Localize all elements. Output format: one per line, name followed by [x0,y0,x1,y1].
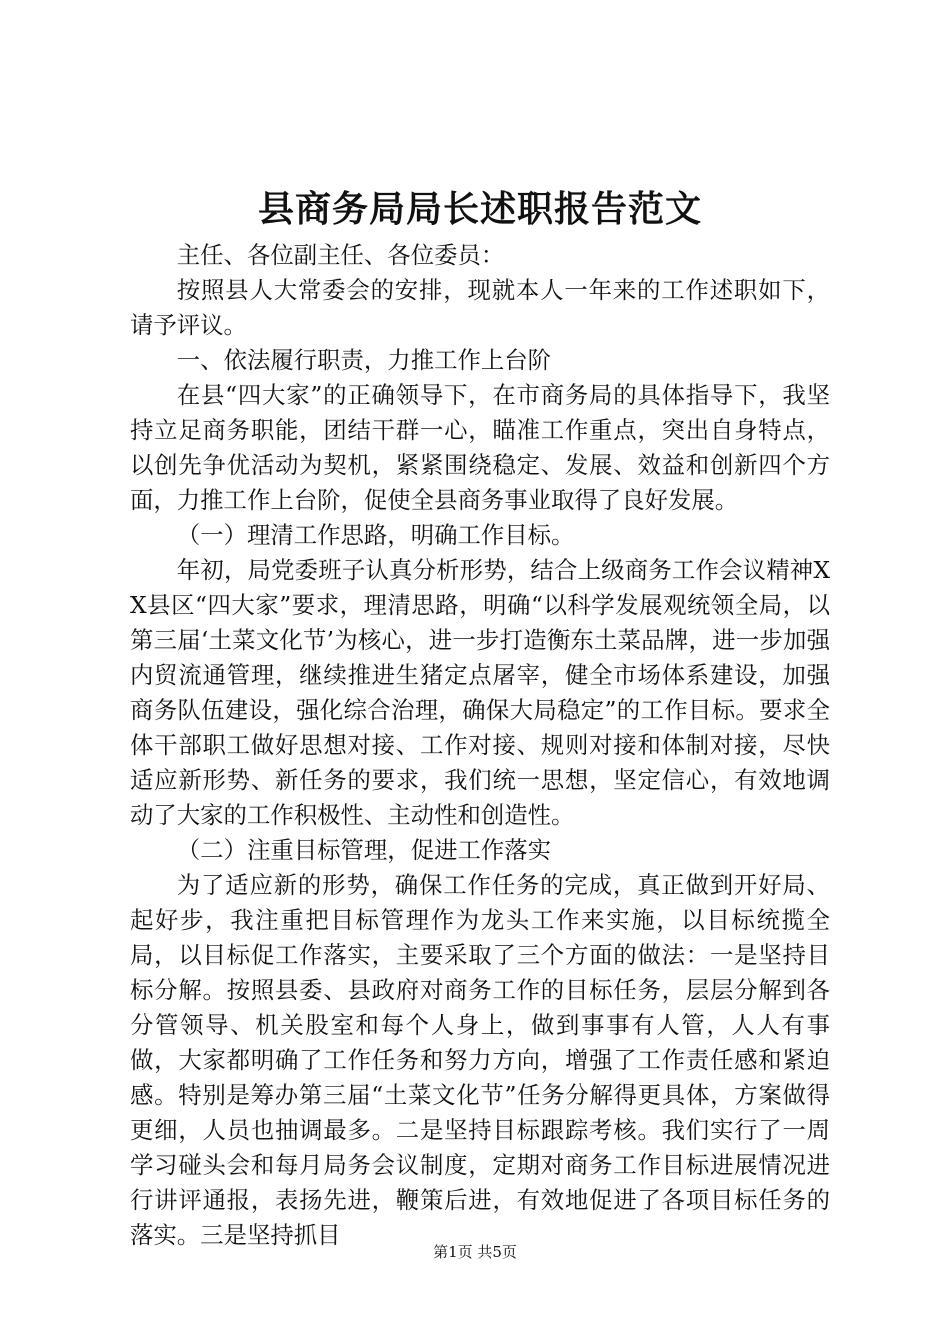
document-page [130,180,830,1253]
body-paragraph: 在县“四大家”的正确领导下，在市商务局的具体指导下，我坚持立足商务职能，团结干群一心，瞄准工作重点，突出自身特点，以创先争优活动为契机，紧紧围绕稳定、发展、效益和创新四个方面，力推工作上台阶，促使全县商务事业取得了良好发展。 [130,381,830,514]
document-title: 县商务局局长述职报告范文 [257,188,702,230]
intro-paragraph: 按照县人大常委会的安排，现就本人一年来的工作述职如下，请予评议。 [130,276,830,339]
page-number-label: 第1页 共5页 [433,1243,517,1261]
subsection-heading-2: （二）注重目标管理，促进工作落实 [176,836,552,864]
body-paragraph: 年初，局党委班子认真分析形势，结合上级商务工作会议精神XX县区“四大家”要求，理清思路，明确“以科学发展观统领全局，以第三届‘土菜文化节’为核心，进一步打造衡东土菜品牌，进一步加强内贸流通管理，继续推进生猪定点屠宰，健全市场体系建设，加强商务队伍建设，强化综合治理，确保大局稳定”的工作目标。要求全体干部职工做好思想对接、工作对接、规则对接和体制对接，尽快适应新形势、新任务的要求，我们统一思想，坚定信心，有效地调动了大家的工作积极性、主动性和创造性。 [130,556,830,829]
section-heading-1: 一、依法履行职责，力推工作上台阶 [176,346,552,374]
body-paragraph: 为了适应新的形势，确保工作任务的完成，真正做到开好局、起好步，我注重把目标管理作为龙头工作来实施，以目标统揽全局，以目标促工作落实，主要采取了三个方面的做法：一是坚持目标分解。按照县委、县政府对商务工作的目标任务，层层分解到各分管领导、机关股室和每个人身上，做到事事有人管，人人有事做，大家都明确了工作任务和努力方向，增强了工作责任感和紧迫感。特别是筹办第三届“土菜文化节”任务分解得更具体，方案做得更细，人员也抽调最多。二是坚持目标跟踪考核。我们实行了一周学习碰头会和每月局务会议制度，定期对商务工作目标进展情况进行讲评通报，表扬先进，鞭策后进，有效地促进了各项目标任务的落实。三是坚持抓目 [130,871,830,1249]
page-footer [0,1242,950,1262]
subsection-heading-1: （一）理清工作思路，明确工作目标。 [176,521,575,549]
salutation: 主任、各位副主任、各位委员： [176,241,505,269]
